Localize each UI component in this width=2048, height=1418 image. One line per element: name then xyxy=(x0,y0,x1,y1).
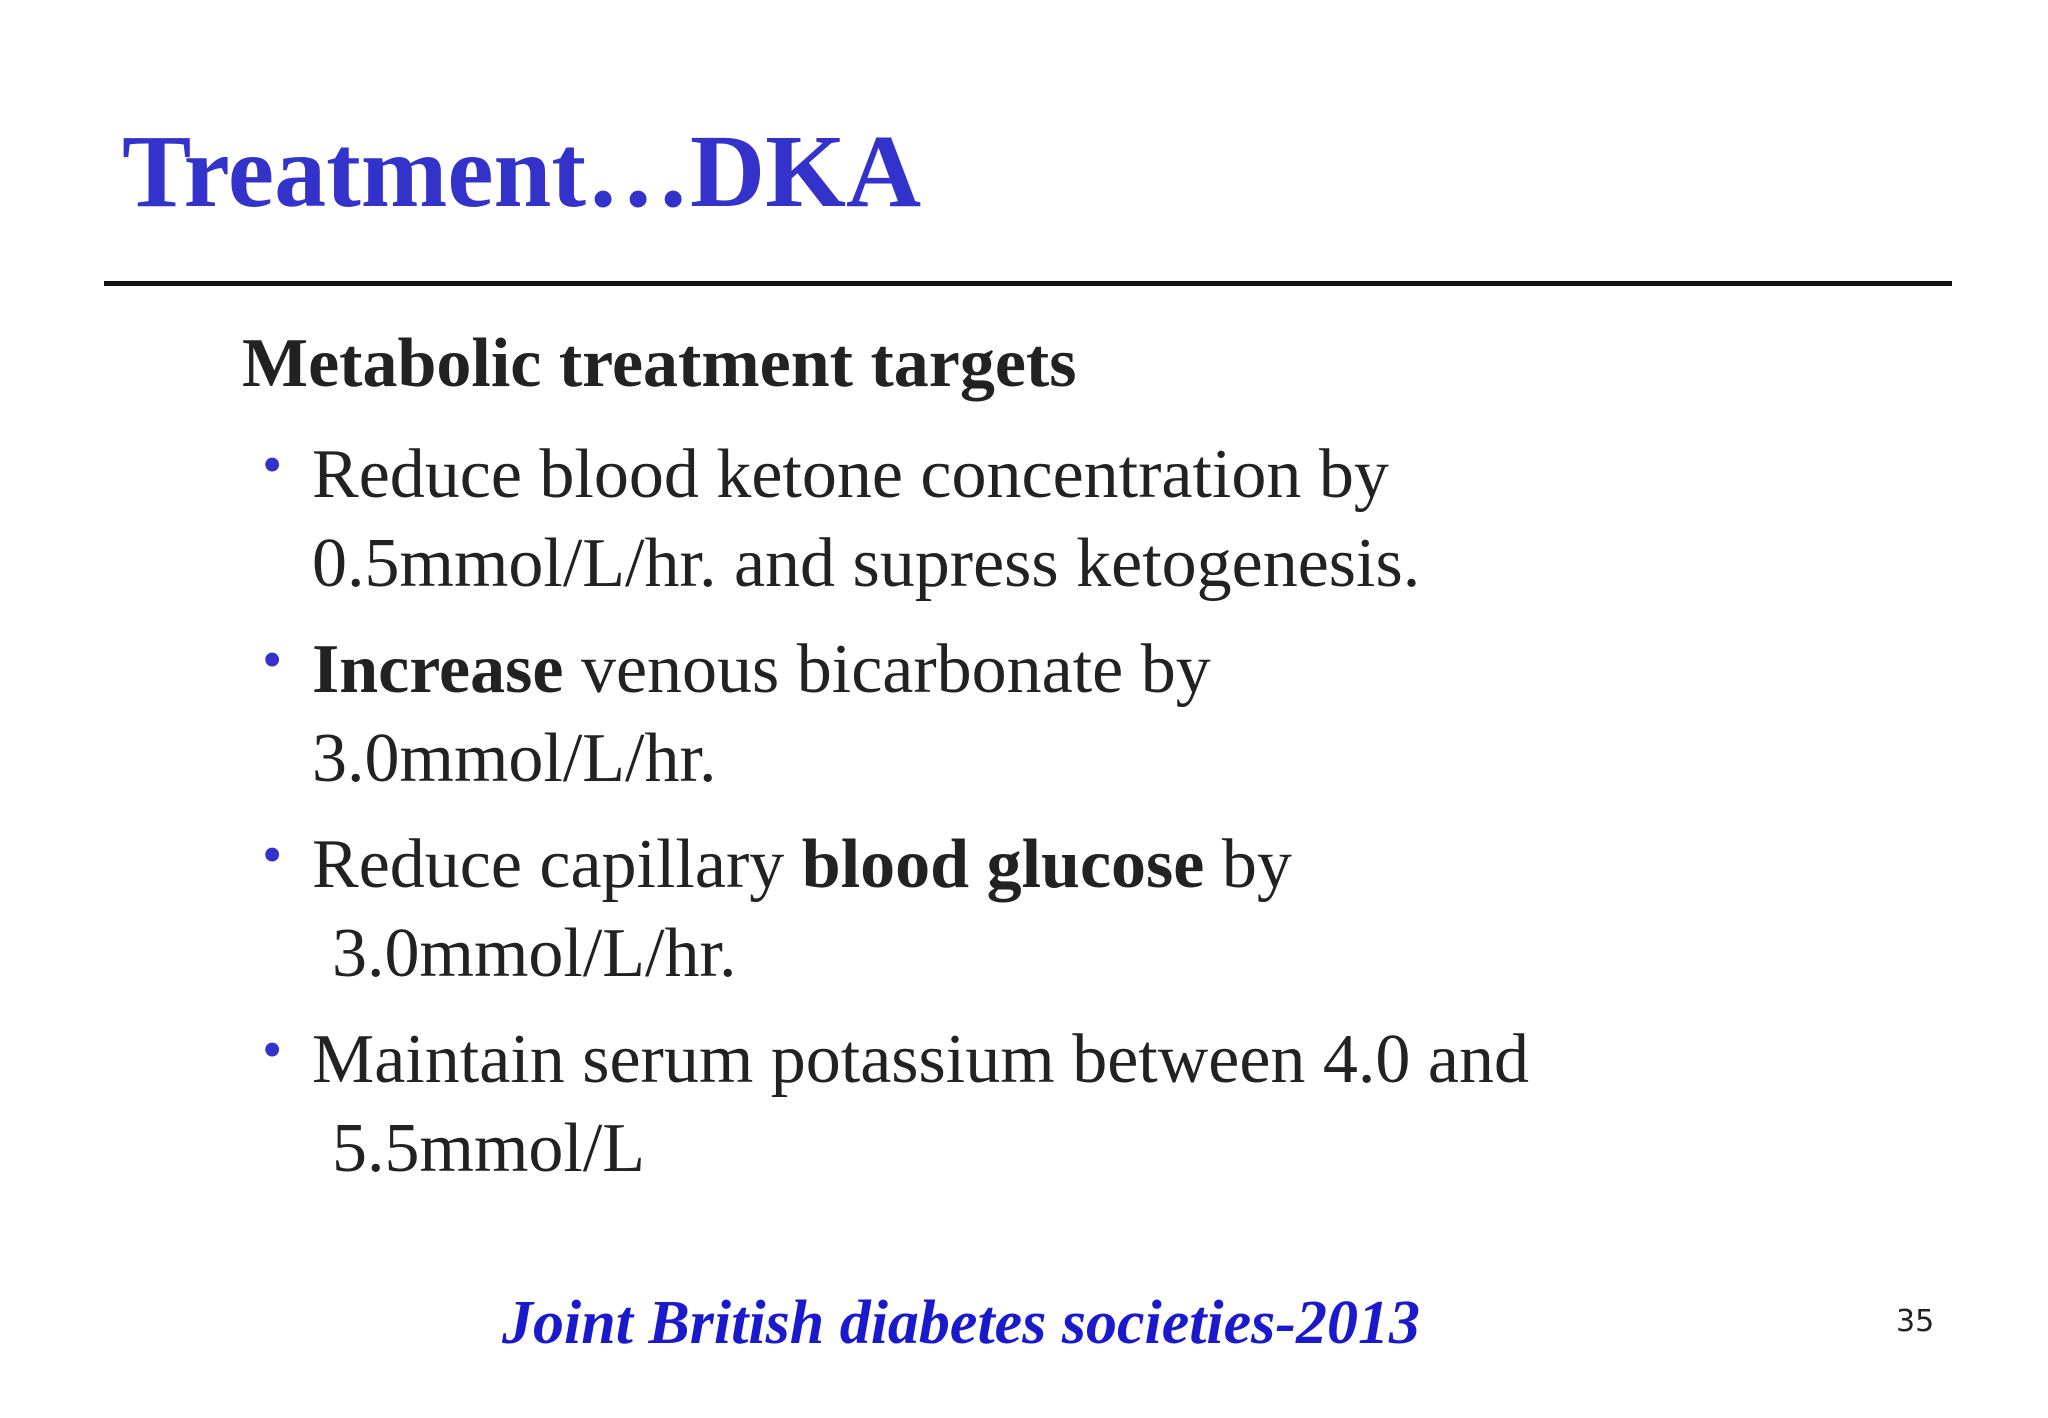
bullet-line-1: Maintain serum potassium between 4.0 and xyxy=(312,1021,1529,1098)
bullet-item-glucose xyxy=(262,820,1529,998)
bullet-line-2: 0.5mmol/L/hr. and supress ketogenesis. xyxy=(312,525,1421,602)
bullet-line-1: Reduce capillary blood glucose by xyxy=(312,826,1292,903)
bullet-dot-icon: • xyxy=(262,822,283,887)
bullet-list xyxy=(262,430,1529,1210)
source-citation: Joint British diabetes societies-2013 xyxy=(502,1289,1420,1357)
bullet-line-2: 3.0mmol/L/hr. xyxy=(312,720,717,797)
title-divider xyxy=(104,281,1952,286)
subheading: Metabolic treatment targets xyxy=(242,325,1077,402)
bullet-item-potassium xyxy=(262,1015,1529,1193)
bullet-item-bicarbonate xyxy=(262,625,1529,803)
bullet-dot-icon: • xyxy=(262,432,283,497)
bullet-dot-icon: • xyxy=(262,627,283,692)
bullet-line-2: 5.5mmol/L xyxy=(332,1110,646,1187)
page-number: 35 xyxy=(1896,1304,1935,1339)
bold-term: Increase xyxy=(312,631,564,708)
bold-term: blood glucose xyxy=(801,826,1205,903)
bullet-dot-icon: • xyxy=(262,1017,283,1082)
slide-title: Treatment…DKA xyxy=(122,114,922,229)
bullet-line-1: Increase venous bicarbonate by xyxy=(312,631,1211,708)
bullet-line-1: Reduce blood ketone concentration by xyxy=(312,436,1389,513)
bullet-line-2: 3.0mmol/L/hr. xyxy=(332,915,737,992)
bullet-item-ketone xyxy=(262,430,1529,608)
